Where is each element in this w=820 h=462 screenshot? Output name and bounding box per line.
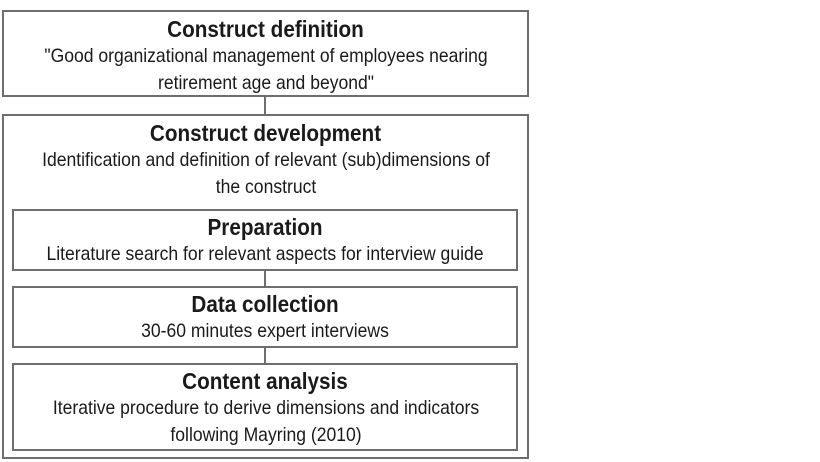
preparation-text: Literature search for relevant aspects for interview guide	[46, 243, 484, 265]
construct-definition-text-line-2: retirement age and beyond"	[158, 72, 374, 94]
data-collection-title: Data collection	[191, 291, 339, 317]
data-collection-box	[12, 286, 518, 348]
construct-definition-box	[2, 10, 529, 97]
connector-data-collection-to-content-analysis	[264, 348, 266, 363]
connector-preparation-to-data-collection	[264, 271, 266, 286]
content-analysis-text-line-2: following Mayring (2010)	[170, 424, 362, 446]
construct-definition-text-line-1: "Good organizational management of employees nearing	[44, 45, 488, 67]
data-collection-text: 30-60 minutes expert interviews	[141, 320, 389, 342]
content-analysis-title: Content analysis	[182, 368, 348, 394]
construct-development-title: Construct development	[149, 120, 382, 146]
construct-definition-title: Construct definition	[167, 16, 364, 42]
preparation-box	[12, 209, 518, 271]
construct-development-text-line-1: Identification and definition of relevant (sub)dimensions of	[42, 149, 490, 171]
connector-definition-to-development	[264, 97, 266, 114]
content-analysis-box	[12, 363, 518, 451]
content-analysis-text-line-1: Iterative procedure to derive dimensions and indicators	[52, 397, 480, 419]
construct-development-text-line-2: the construct	[215, 176, 317, 198]
preparation-title: Preparation	[207, 214, 323, 240]
